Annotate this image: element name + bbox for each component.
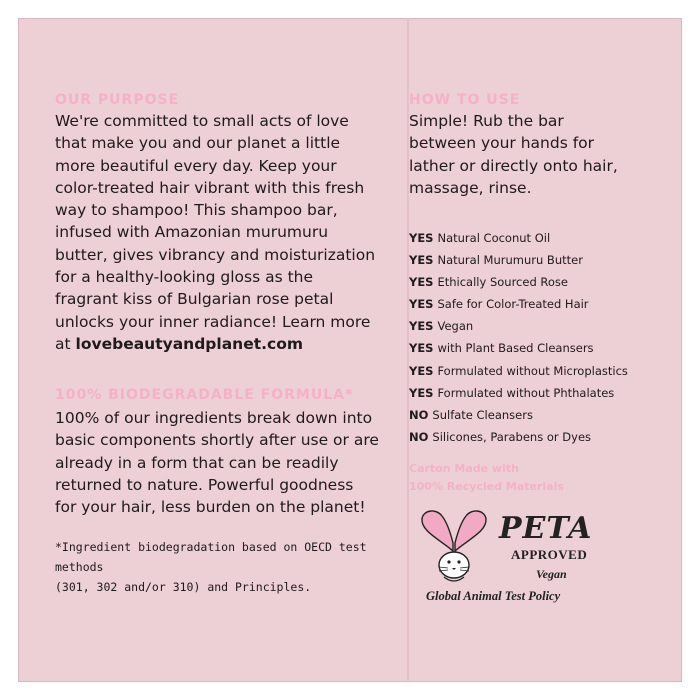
- link-prefix: at: [55, 334, 76, 353]
- checklist-tag: YES: [409, 253, 434, 268]
- how-to-use-text: [409, 110, 669, 199]
- peta-vegan-label: Vegan: [536, 567, 567, 581]
- checklist-text: Ethically Sourced Rose: [437, 275, 568, 290]
- checklist-tag: YES: [409, 231, 434, 245]
- purpose-line: that make you and our planet a little: [55, 134, 341, 153]
- recycle-line: Carton Made with: [409, 462, 519, 475]
- checklist-item: [409, 249, 628, 271]
- checklist-item: [409, 337, 628, 359]
- how-to-use-heading: HOW TO USE: [409, 92, 521, 108]
- checklist-text: Natural Coconut Oil: [437, 231, 551, 245]
- purpose-line: way to shampoo! This shampoo bar,: [55, 201, 338, 220]
- checklist-tag: NO: [409, 407, 429, 422]
- biodegradable-line: for your hair, less burden on the planet!: [55, 498, 366, 517]
- biodegradable-line: returned to nature. Powerful goodness: [55, 475, 354, 494]
- our-purpose-text: [55, 110, 400, 355]
- checklist-tag: YES: [409, 275, 434, 290]
- how-to-line: between your hands for: [409, 134, 595, 153]
- checklist-text: Sulfate Cleansers: [432, 407, 533, 422]
- checklist-item: [409, 382, 628, 404]
- footnote-line: *Ingredient biodegradation based on OECD test methods: [55, 540, 367, 574]
- checklist-text: Natural Murumuru Butter: [437, 253, 583, 268]
- checklist-text: Safe for Color-Treated Hair: [437, 297, 589, 312]
- our-purpose-heading: OUR PURPOSE: [55, 92, 180, 108]
- purpose-line: more beautiful every day. Keep your: [55, 156, 337, 175]
- checklist-text: Silicones, Parabens or Dyes: [432, 429, 592, 444]
- purpose-line: color-treated hair vibrant with this fresh: [55, 178, 365, 197]
- purpose-line: for a healthy-looking gloss as the: [55, 268, 314, 287]
- checklist-tag: YES: [409, 385, 434, 400]
- checklist-tag: YES: [409, 297, 434, 312]
- how-to-line: lather or directly onto hair,: [409, 156, 618, 175]
- checklist-text: Vegan: [437, 319, 474, 334]
- checklist-text: with Plant Based Cleansers: [437, 341, 594, 356]
- biodegradation-footnote: [55, 537, 395, 597]
- biodegradable-text: [55, 407, 405, 518]
- purpose-link-line: [55, 333, 400, 355]
- purpose-line: We're committed to small acts of love: [55, 112, 349, 130]
- checklist-text: Formulated without Phthalates: [437, 385, 615, 400]
- checklist-tag: YES: [409, 363, 434, 378]
- biodegradable-line: basic components shortly after use or are: [55, 431, 379, 450]
- biodegradable-line: 100% of our ingredients break down into: [55, 409, 373, 427]
- website-link[interactable]: lovebeautyandplanet.com: [75, 334, 303, 353]
- peta-logo-text: PETA: [499, 511, 593, 546]
- recycled-carton-note: [409, 460, 564, 496]
- footnote-line: (301, 302 and/or 310) and Principles.: [55, 580, 312, 594]
- biodegradable-heading: 100% BIODEGRADABLE FORMULA*: [55, 387, 354, 403]
- checklist-item: [409, 271, 628, 293]
- purpose-line: fragrant kiss of Bulgarian rose petal: [55, 290, 334, 309]
- purpose-line: butter, gives vibrancy and moisturization: [55, 245, 376, 264]
- checklist-item: [409, 360, 628, 382]
- ingredient-checklist: [409, 227, 628, 448]
- checklist-tag: NO: [409, 429, 429, 444]
- checklist-item: [409, 293, 628, 315]
- recycle-line: 100% Recycled Materials: [409, 480, 564, 493]
- bunny-heart-icon: [409, 505, 499, 589]
- how-to-line: massage, rinse.: [409, 178, 532, 197]
- peta-approved-badge: [409, 505, 649, 615]
- how-to-line: Simple! Rub the bar: [409, 112, 564, 130]
- checklist-tag: YES: [409, 341, 434, 356]
- checklist-tag: YES: [409, 319, 434, 334]
- checklist-text: Formulated without Microplastics: [437, 363, 628, 378]
- purpose-line: unlocks your inner radiance! Learn more: [55, 312, 371, 331]
- peta-policy-label: Global Animal Test Policy: [426, 589, 561, 603]
- checklist-item: [409, 227, 628, 249]
- peta-approved-label: APPROVED: [511, 547, 588, 562]
- purpose-line: infused with Amazonian murumuru: [55, 223, 329, 242]
- checklist-item: [409, 315, 628, 337]
- checklist-item: [409, 404, 628, 426]
- biodegradable-line: already in a form that can be readily: [55, 453, 339, 472]
- checklist-item: [409, 426, 628, 448]
